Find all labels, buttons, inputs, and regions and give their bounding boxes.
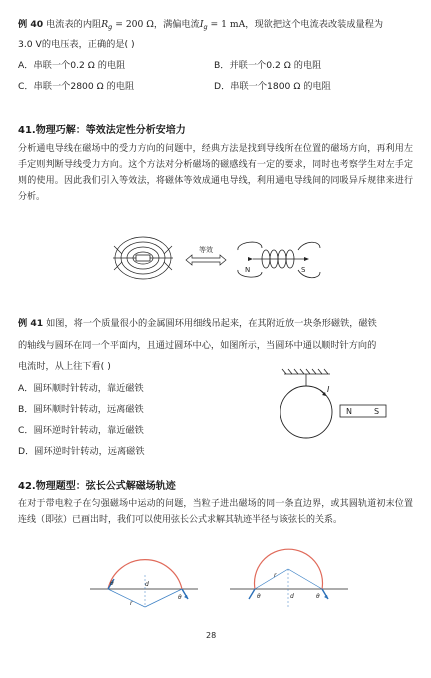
- right-theta-1: θ: [257, 593, 261, 600]
- left-theta-1: θ: [110, 580, 114, 587]
- ex40-label: 例 40: [18, 19, 44, 30]
- current-label: I: [327, 385, 330, 394]
- equivalence-arrow: [186, 255, 226, 265]
- rg-subscript: g: [108, 23, 113, 31]
- ex41-stem-text-1: 如图，将一个质量很小的金属圆环用细线吊起来，在其附近放一块条形磁铁，磁铁: [46, 318, 377, 329]
- ex41-option-c: C．圆环逆时针转动，靠近磁铁: [18, 425, 144, 436]
- ex40-stem-b: ，现欲把这个电流表改装成量程为: [245, 19, 384, 30]
- ceiling-support: [282, 369, 330, 386]
- ex41-option-b: B．圆环顺时针转动，远离磁铁: [18, 404, 144, 415]
- minor-arc-diagram: [90, 560, 198, 607]
- solenoid-n-label: N: [245, 266, 251, 274]
- ex41-label: 例 41: [18, 318, 44, 329]
- ex40-option-a: A．串联一个0.2 Ω 的电阻: [18, 60, 126, 71]
- ex41-stem-line2: 的轴线与圆环在同一个平面内，且通过圆环中心，如图所示，当圆环中通以顺时针方向的: [18, 340, 377, 351]
- rg-symbol: R: [101, 19, 109, 30]
- ex41-stem-line1: [18, 317, 377, 331]
- ex40-stem-a: 电流表的内阻: [46, 19, 102, 30]
- ex40-option-c: C．串联一个2800 Ω 的电阻: [18, 81, 135, 92]
- section-41-paragraph: 分析通电导线在磁场中的受力方向的问题中，经典方法是找到导线所在位置的磁场方向，再利用左手定则判断导线受力方向。这个方法对分析磁场的磁感线有一定的要求，同时也考察学生对左手定则的使用。因此我们引入等效法，将磁体等效成通电导线，利用通电导线间的同吸异斥规律来进行分析。: [18, 144, 413, 202]
- ig-value: = 1 mA: [207, 19, 246, 30]
- ig-symbol: I: [199, 19, 204, 30]
- ex40-option-d: D．串联一个1800 Ω 的电阻: [214, 81, 331, 92]
- ring-magnet-figure: [280, 368, 395, 458]
- magnet-n-label: N: [346, 407, 352, 416]
- left-theta-2: θ: [178, 594, 182, 601]
- solenoid-s-label: S: [301, 266, 306, 274]
- left-radius-r: r: [130, 600, 133, 607]
- section-42-paragraph: 在对于带电粒子在匀强磁场中运动的问题，当粒子进出磁场的同一条直边界，或其圆轨道初末位置连线（即弦）已画出时，我们可以使用弦长公式求解其轨迹半径与该弦长的关系。: [18, 499, 413, 525]
- page-number: 28: [206, 631, 217, 640]
- chord-trajectory-figure: [90, 535, 350, 615]
- equivalence-figure: [108, 228, 328, 288]
- right-theta-2: θ: [316, 593, 320, 600]
- ig-subscript: g: [203, 23, 208, 31]
- left-chord-d: d: [145, 581, 149, 588]
- right-chord-d: d: [290, 593, 294, 600]
- bar-magnet: [136, 255, 150, 261]
- major-arc-diagram: [230, 549, 348, 607]
- ex40-stem-line2: 3.0 V的电压表，正确的是( ): [18, 39, 135, 50]
- ex41-stem-line3: 电流时，从上往下看( ): [18, 361, 111, 372]
- ex40-option-b: B．并联一个0.2 Ω 的电阻: [214, 60, 322, 71]
- equivalence-label: 等效: [199, 246, 213, 254]
- ex40-stem-line1: [18, 18, 383, 34]
- right-radius-r: r: [274, 572, 277, 579]
- section-42-title: 42.物理题型：弦长公式解磁场轨迹: [18, 481, 176, 492]
- rg-value: = 200 Ω，满偏电流: [112, 19, 200, 30]
- section-41-title: 41.物理巧解：等效法定性分析安培力: [18, 125, 186, 136]
- ex41-option-d: D．圆环逆时针转动，远离磁铁: [18, 446, 145, 457]
- magnet-s-label: S: [374, 407, 380, 416]
- ex41-option-a: A．圆环顺时针转动，靠近磁铁: [18, 383, 144, 394]
